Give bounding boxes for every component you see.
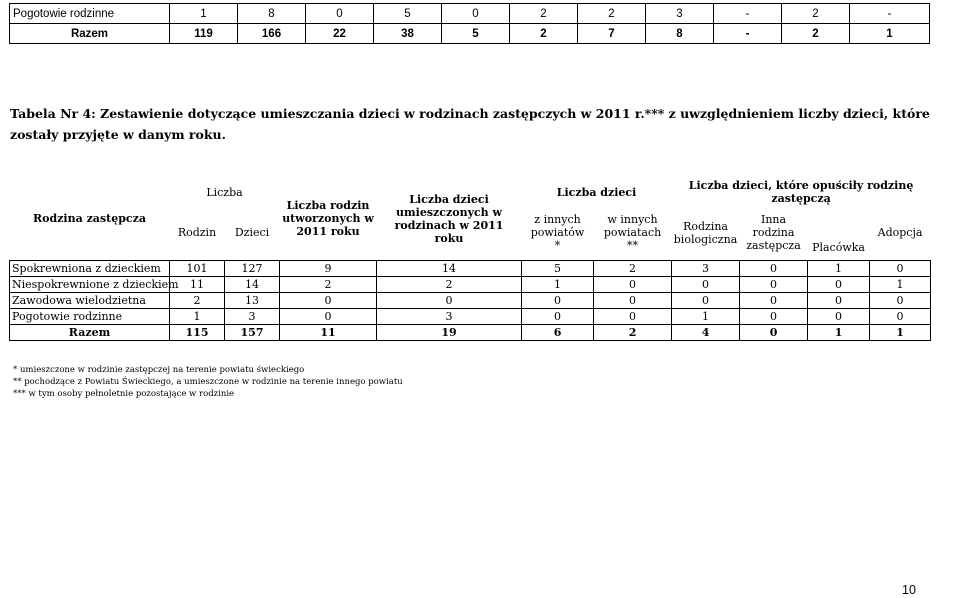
table-cell: 0 [808,276,870,292]
table-cell: 0 [740,324,808,340]
table-cell: 8 [238,4,306,24]
table-cell: 11 [170,276,225,292]
table-cell: 0 [594,308,672,324]
placement-table [9,178,931,341]
table-cell: 2 [377,276,522,292]
header-w-innych-line2: powiatach [603,226,662,240]
table-cell: - [714,24,782,44]
table-cell: - [714,4,782,24]
header-biologiczna: Rodzina biologiczna [673,219,738,246]
table-cell: 1 [170,4,238,24]
footnote-mark: * [554,239,561,253]
table-caption: Tabela Nr 4: Zestawienie dotyczące umieszczania dzieci w rodzinach zastępczych w 2011 r.*** z uwzględnieniem liczby dzieci, które zostały przyjęte w danym roku. [10,106,930,142]
row-label: Zawodowa wielodzietna [10,292,170,308]
table-cell: 9 [280,260,377,276]
table-row [10,292,931,308]
footnote: *** w tym osoby pełnoletnie pozostające w rodzinie [13,389,235,399]
table-cell: 0 [672,292,740,308]
table-row-total [10,324,931,340]
table-cell: 19 [377,324,522,340]
table-cell: 3 [672,260,740,276]
table-cell: 119 [170,24,238,44]
header-inna: Inna rodzina zastępcza [746,213,801,253]
table-cell: - [850,4,930,24]
table-cell: 0 [280,292,377,308]
header-z-innych-line1: z innych [534,213,581,227]
table-cell: 5 [442,24,510,44]
header-liczba-dzieci: Liczba dzieci [556,185,637,199]
table-cell: 7 [578,24,646,44]
header-z-innych-line2: powiatów [530,226,585,240]
header-rodzin: Rodzin [177,226,217,240]
header-dzieci: Dzieci [234,226,270,240]
table-cell: 4 [672,324,740,340]
table-cell: 115 [170,324,225,340]
table-cell: 127 [225,260,280,276]
table-row [10,276,931,292]
table-cell: 1 [808,260,870,276]
table-cell: 1 [672,308,740,324]
table-cell: 2 [594,324,672,340]
table-cell: 0 [740,292,808,308]
table-cell: 0 [870,308,931,324]
table-cell: 101 [170,260,225,276]
table-cell: 6 [522,324,594,340]
header-w-innych-line1: w innych [607,213,658,227]
table-cell: 14 [225,276,280,292]
header-z-innych [522,206,594,260]
table-cell: 2 [782,4,850,24]
table-cell: 0 [740,308,808,324]
table-cell: 0 [280,308,377,324]
table-cell: 0 [740,276,808,292]
table-cell: 0 [808,308,870,324]
table-cell: 14 [377,260,522,276]
table-cell: 2 [510,4,578,24]
footnote: * umieszczone w rodzinie zastępczej na terenie powiatu świeckiego [13,365,305,375]
table-cell: 0 [377,292,522,308]
table-cell: 157 [225,324,280,340]
table-cell: 2 [782,24,850,44]
table-cell: 0 [672,276,740,292]
table-cell: 3 [377,308,522,324]
table-cell: 2 [510,24,578,44]
table-cell: 5 [522,260,594,276]
table-cell: 0 [594,276,672,292]
footnote: ** pochodzące z Powiatu Świeckiego, a umieszczone w rodzinie na terenie innego powiatu [13,377,403,387]
table-cell: 0 [306,4,374,24]
row-label: Pogotowie rodzinne [10,308,170,324]
table-cell: 11 [280,324,377,340]
table-cell: 0 [442,4,510,24]
table-cell: 3 [646,4,714,24]
table-row-total [10,24,930,44]
header-liczba: Liczba [206,185,243,199]
table-cell: 0 [870,292,931,308]
header-w-innych [594,206,672,260]
table-cell: 2 [170,292,225,308]
header-placowka: Placówka [812,240,865,254]
header-utworzonych: Liczba rodzin utworzonych w 2011 roku [282,199,374,239]
table-cell: 0 [522,308,594,324]
table-cell: 1 [870,276,931,292]
table-cell: 0 [870,260,931,276]
header-umieszczonych: Liczba dzieci umieszczonych w rodzinach w 2011 roku [394,192,504,245]
footnotes [13,364,713,400]
table-cell: 166 [238,24,306,44]
footnote-mark: ** [627,239,639,253]
row-label: Pogotowie rodzinne [10,4,170,24]
table-cell: 8 [646,24,714,44]
table-cell: 0 [522,292,594,308]
table-cell: 1 [870,324,931,340]
table-cell: 0 [594,292,672,308]
header-adopcja: Adopcja [877,226,923,240]
table-cell: 0 [740,260,808,276]
table-cell: 1 [850,24,930,44]
table-cell: 2 [280,276,377,292]
table-row [10,260,931,276]
page-number: 10 [902,583,916,597]
row-label: Razem [10,324,170,340]
table-cell: 1 [522,276,594,292]
table-cell: 22 [306,24,374,44]
table-row [10,4,930,24]
table-cell: 1 [170,308,225,324]
table-cell: 5 [374,4,442,24]
table-cell: 13 [225,292,280,308]
table-cell: 2 [578,4,646,24]
previous-table [9,3,930,44]
table-cell: 2 [594,260,672,276]
header-rodzina: Rodzina zastępcza [33,212,146,226]
row-label: Spokrewniona z dzieckiem [10,260,170,276]
table-row [10,308,931,324]
table-cell: 3 [225,308,280,324]
row-label: Niespokrewnione z dzieckiem [10,276,170,292]
table-cell: 1 [808,324,870,340]
table-cell: 38 [374,24,442,44]
table-cell: 0 [808,292,870,308]
header-opuscily: Liczba dzieci, które opuściły rodzinę zastępczą [688,179,914,205]
row-label: Razem [10,24,170,44]
